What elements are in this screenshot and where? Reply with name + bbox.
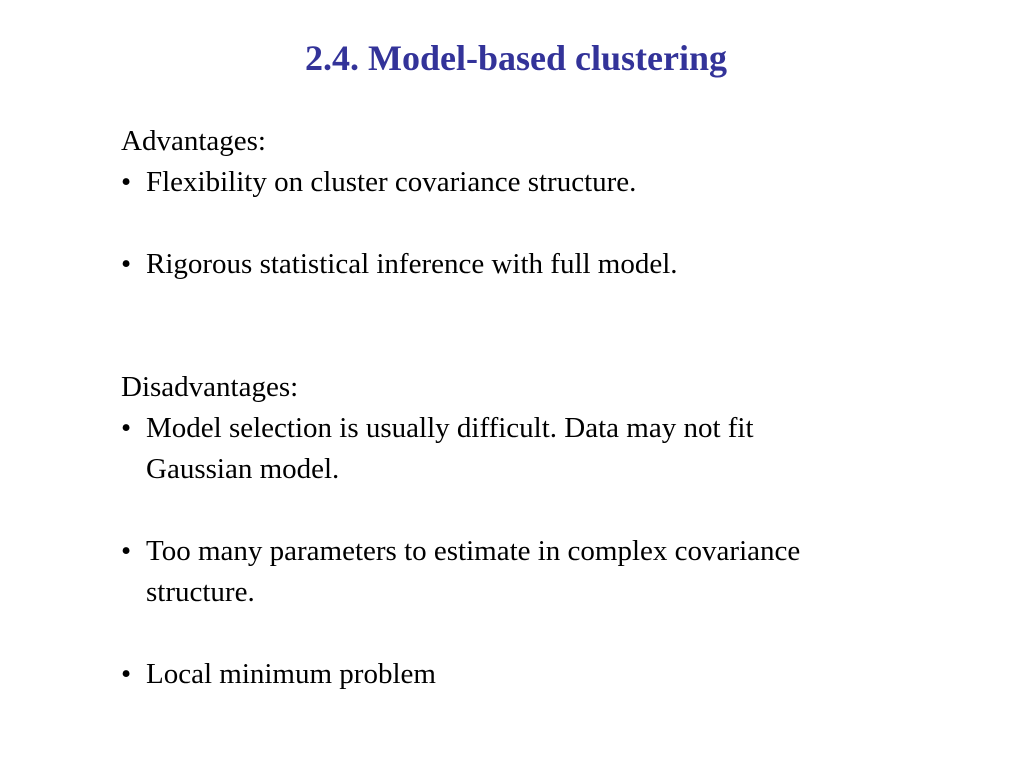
bullet-icon: • xyxy=(121,535,132,567)
advantage-item xyxy=(121,244,846,285)
advantage-text: Flexibility on cluster covariance structure. xyxy=(146,166,637,198)
disadvantages-list xyxy=(121,408,881,695)
disadvantages-heading: Disadvantages: xyxy=(121,371,299,403)
bullet-icon: • xyxy=(121,412,132,444)
bullet-icon: • xyxy=(121,248,132,280)
advantages-heading: Advantages: xyxy=(121,125,266,157)
disadvantage-item xyxy=(121,531,846,613)
slide-title: 2.4. Model-based clustering xyxy=(305,38,727,78)
disadvantage-text: Too many parameters to estimate in complex covariance structure. xyxy=(146,535,801,608)
bullet-icon: • xyxy=(121,166,132,198)
slide-body xyxy=(121,121,881,695)
disadvantage-text: Local minimum problem xyxy=(146,658,436,690)
disadvantage-item xyxy=(121,654,846,695)
disadvantage-item xyxy=(121,408,846,490)
disadvantage-text: Model selection is usually difficult. Data may not fit Gaussian model. xyxy=(146,412,754,485)
advantage-text: Rigorous statistical inference with full model. xyxy=(146,248,678,280)
bullet-icon: • xyxy=(121,658,132,690)
advantages-list xyxy=(121,162,881,285)
advantage-item xyxy=(121,162,846,203)
